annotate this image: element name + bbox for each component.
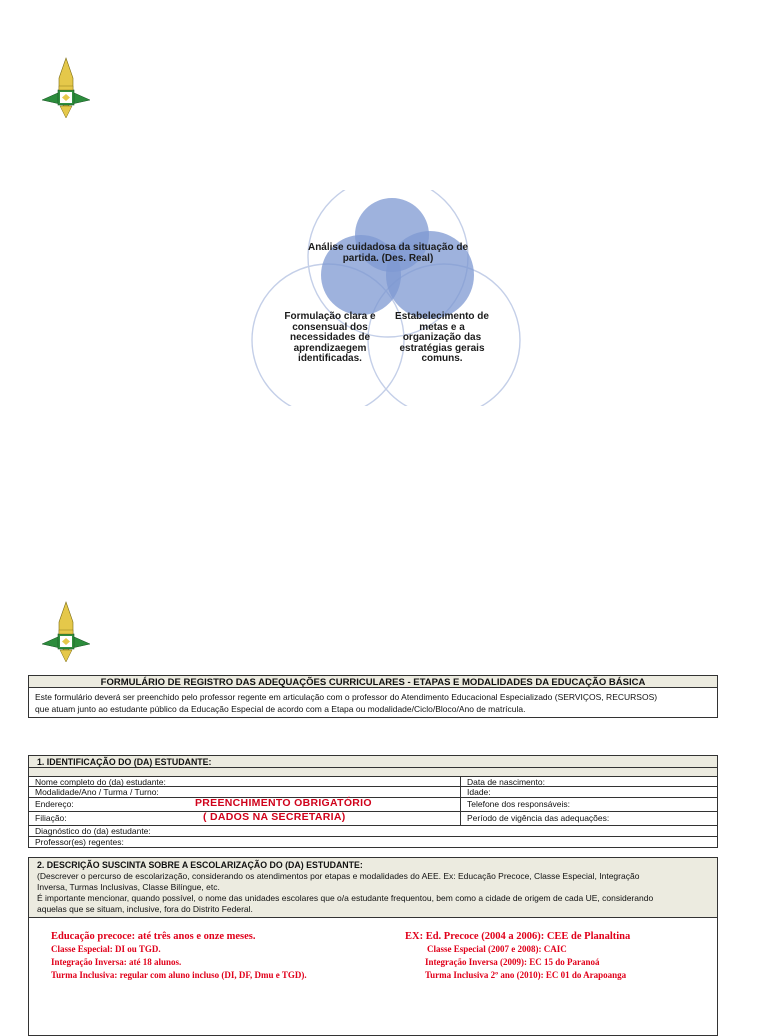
section2-desc: Inversa, Turmas Inclusivas, Classe Bilíngue, etc. xyxy=(37,882,220,892)
field-row xyxy=(28,787,718,798)
field-age[interactable]: Idade: xyxy=(467,787,491,797)
field-diagnosis[interactable]: Diagnóstico do (da) estudante: xyxy=(35,826,151,836)
field-row xyxy=(28,798,718,812)
example-list xyxy=(405,930,630,982)
mandatory-notice: PREENCHIMENTO OBRIGATÓRIO xyxy=(195,797,372,809)
section2-desc: É importante mencionar, quando possível, o nome das unidades escolares que o/a estudante frequentou, bem como a cidade de origem de cada UE, considerando xyxy=(37,893,654,903)
section2-desc: (Descrever o percurso de escolarização, considerando os atendimentos por etapas e modalidades do AEE. Ex: Educação Precoce, Classe Especial, Integração xyxy=(37,871,640,881)
list-item: Turma Inclusiva: regular com aluno incluso (DI, DF, Dmu e TGD). xyxy=(51,970,307,980)
intro-line: que atuam junto ao estudante público da Educação Especial de acordo com a Etapa ou modalidade/Ciclo/Bloco/Ano de matrícula. xyxy=(35,704,526,714)
field-row xyxy=(28,776,718,787)
section1-title: 1. IDENTIFICAÇÃO DO (DA) ESTUDANTE: xyxy=(28,755,718,768)
section2-title: 2. DESCRIÇÃO SUSCINTA SOBRE A ESCOLARIZAÇÃO DO (DA) ESTUDANTE: xyxy=(37,860,363,870)
list-item: Integração Inversa (2009): EC 15 do Paranoá xyxy=(425,957,600,967)
list-item: Educação precoce: até três anos e onze meses. xyxy=(51,931,256,942)
field-modality[interactable]: Modalidade/Ano / Turma / Turno: xyxy=(29,787,461,797)
list-item: Classe Especial: DI ou TGD. xyxy=(51,944,161,954)
field-birth-date[interactable]: Data de nascimento: xyxy=(467,777,545,787)
curricular-adaptation-form xyxy=(28,675,718,1036)
field-parentage[interactable]: Filiação: xyxy=(35,813,67,823)
intro-line: Este formulário deverá ser preenchido pelo professor regente em articulação com o professor do Atendimento Educacional Especializado (SERVIÇOS, RECURSOS) xyxy=(35,692,658,702)
venn-label-right: Estabelecimento de metas e a organização das estratégias gerais comuns. xyxy=(395,311,489,364)
secretariat-notice: ( DADOS NA SECRETARIA) xyxy=(203,811,346,823)
field-guardian-phone[interactable]: Telefone dos responsáveis: xyxy=(467,799,571,809)
venn-label-left: Formulação clara e consensual dos necessidades de aprendizaegem identificadas. xyxy=(284,311,376,364)
list-item: Integração Inversa: até 18 alunos. xyxy=(51,957,182,967)
section2-body[interactable] xyxy=(28,918,718,1036)
form-title: FORMULÁRIO DE REGISTRO DAS ADEQUAÇÕES CURRICULARES - ETAPAS E MODALIDADES DA EDUCAÇÃO BÁSICA xyxy=(28,675,718,688)
brasao-df-logo xyxy=(40,600,92,664)
field-student-name[interactable]: Nome completo do (da) estudante: xyxy=(29,777,461,786)
field-row xyxy=(28,837,718,848)
field-row xyxy=(28,826,718,837)
form-intro xyxy=(28,688,718,718)
modality-list xyxy=(51,930,307,982)
venn-label-top: Análise cuidadosa da situação de partida. (Des. Real) xyxy=(307,242,469,264)
field-address[interactable]: Endereço: xyxy=(35,799,74,809)
list-item: EX: Ed. Precoce (2004 a 2006): CEE de Planaltina xyxy=(405,931,631,942)
field-row xyxy=(28,812,718,826)
field-teachers[interactable]: Professor(es) regentes: xyxy=(35,837,124,847)
list-item: Classe Especial (2007 e 2008): CAIC xyxy=(427,944,567,954)
section2-header xyxy=(28,857,718,918)
brasao-df-logo xyxy=(40,56,92,120)
venn-diagram xyxy=(248,190,528,406)
list-item: Turma Inclusiva 2º ano (2010): EC 01 do Arapoanga xyxy=(425,970,627,980)
section2-desc: aquelas que se situam, inclusive, fora do Distrito Federal. xyxy=(37,904,253,914)
field-validity-period[interactable]: Período de vigência das adequações: xyxy=(467,813,610,823)
